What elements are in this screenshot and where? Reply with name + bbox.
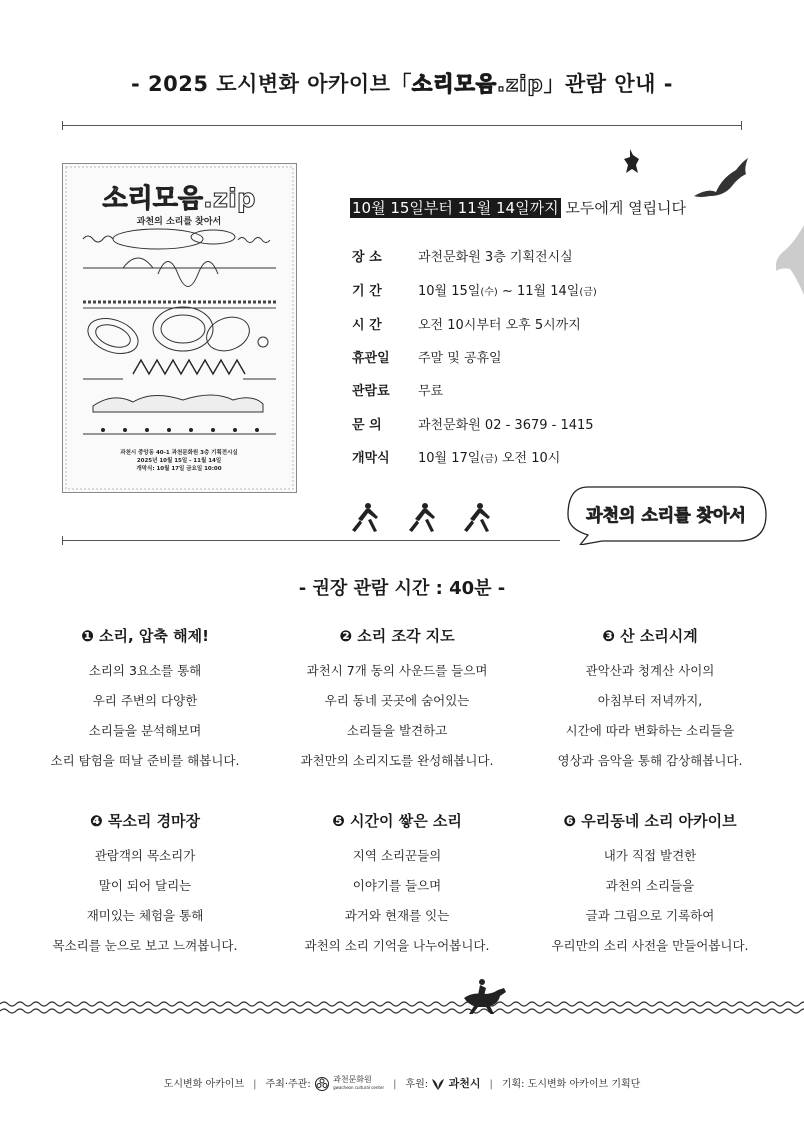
section-line: 소리들을 발견하고 [346, 723, 448, 738]
section-1 [15, 625, 275, 776]
section-2 [267, 625, 527, 776]
top-divider-tick-left [62, 121, 63, 130]
info-key: 휴관일 [352, 351, 390, 366]
section-line: 관악산과 청계산 사이의 [585, 663, 715, 678]
poster-venue: 과천시 중앙동 40-1 과천문화원 3층 기획전시실 [120, 450, 238, 456]
section-title: ❹ 목소리 경마장 [89, 812, 201, 830]
section-line: 아침부터 저녁까지, [597, 693, 703, 708]
section-line: 소리의 3요소를 통해 [88, 663, 202, 678]
poster-artwork [63, 164, 296, 492]
section-line: 말이 되어 달리는 [98, 878, 192, 893]
bird-small-icon [618, 147, 644, 177]
bird-faded-icon [776, 225, 804, 295]
info-key: 장 소 [352, 250, 382, 265]
exhibition-poster [62, 163, 297, 493]
culture-center-logo-icon [314, 1076, 330, 1092]
footer-plan: 기획: 도시변화 아카이브 기획단 [501, 1079, 641, 1090]
info-value: 오전 10시부터 오후 5시까지 [418, 318, 581, 333]
info-value: 과천문화원 02 - 3679 - 1415 [418, 418, 594, 433]
section-line: 지역 소리꾼들의 [352, 848, 442, 863]
section-line: 우리만의 소리 사전을 만들어봅니다. [551, 938, 749, 953]
opening-statement-rest: 모두에게 열립니다 [560, 199, 687, 217]
footer: 도시변화 아카이브 | 주최·주관: 과천문화원 gwacheon cultural center | 후원: 과천시 | 기획: 도시변화 아카이브 기획단 [163, 1075, 641, 1090]
middle-divider-tick [62, 536, 63, 545]
section-line: 우리 주변의 다양한 [92, 693, 198, 708]
speech-badge-text: 과천의 소리를 찾아서 [586, 506, 746, 526]
title-prefix: - 2025 도시변화 아카이브「 [131, 72, 412, 96]
info-key: 시 간 [352, 318, 382, 333]
footer-host-label: 주최·주관: [265, 1079, 311, 1090]
section-line: 소리들을 분석해보며 [88, 723, 202, 738]
section-title: ❷ 소리 조각 지도 [339, 627, 455, 645]
section-line: 소리 탐험을 떠날 준비를 해봅니다. [50, 753, 240, 768]
info-key: 문 의 [352, 418, 382, 433]
bird-large-icon [692, 156, 752, 204]
section-line: 이야기를 들으며 [352, 878, 442, 893]
top-divider-tick-right [741, 121, 742, 130]
footer-sponsor-label: 후원: [405, 1079, 429, 1090]
section-5 [267, 810, 527, 961]
poster-subtitle: 과천의 소리를 찾아서 [136, 217, 222, 227]
section-title: ❺ 시간이 쌓은 소리 [332, 812, 462, 830]
section-6 [520, 810, 780, 961]
info-value: 무료 [418, 384, 444, 399]
info-value: 10월 17일(금) 오전 10시 [418, 451, 561, 466]
page-title [0, 68, 804, 98]
top-divider [62, 125, 742, 126]
section-title: ❸ 산 소리시계 [602, 627, 698, 645]
title-zip: 소리모음.zip [411, 72, 544, 96]
speech-badge [558, 483, 770, 545]
footer-sponsor-name: 과천시 [448, 1077, 481, 1090]
section-4 [15, 810, 275, 961]
section-line: 과천만의 소리지도를 완성해봅니다. [300, 753, 494, 768]
section-line: 과천의 소리들을 [605, 878, 695, 893]
info-value: 주말 및 공휴일 [418, 351, 502, 366]
horse-rider-icon [460, 978, 508, 1014]
section-line: 재미있는 체험을 통해 [86, 908, 204, 923]
info-key: 개막식 [352, 451, 390, 466]
poster-dates: 2025년 10월 15일 - 11월 14일 [136, 458, 222, 464]
info-value: 10월 15일(수) ~ 11월 14일(금) [418, 284, 597, 299]
recommended-time: - 권장 관람 시간 : 40분 - [298, 578, 506, 599]
middle-divider [62, 540, 560, 541]
poster-title: 소리모음.zip [102, 184, 256, 214]
section-title: ❶ 소리, 압축 해제! [81, 627, 209, 645]
opening-statement [350, 197, 686, 218]
footer-host-name: 과천문화원 [333, 1075, 372, 1084]
section-line: 영상과 음악을 통해 감상해봅니다. [557, 753, 743, 768]
poster-opening: 개막식: 10월 17일 금요일 10:00 [136, 466, 222, 472]
section-line: 과천시 7개 동의 사운드를 들으며 [306, 663, 488, 678]
footer-archive: 도시변화 아카이브 [163, 1079, 245, 1090]
info-key: 기 간 [352, 284, 382, 299]
footer-host-sub: gwacheon cultural center [333, 1085, 385, 1090]
opening-dates-highlight: 10월 15일부터 11월 14일까지 [352, 199, 559, 217]
section-line: 과천의 소리 기억을 나누어봅니다. [304, 938, 490, 953]
section-3 [520, 625, 780, 776]
info-value: 과천문화원 3층 기획전시실 [418, 250, 573, 265]
gwacheon-logo-icon [431, 1077, 445, 1091]
section-line: 우리 동네 곳곳에 숨어있는 [324, 693, 470, 708]
section-line: 내가 직접 발견한 [603, 848, 697, 863]
section-title: ❻ 우리동네 소리 아카이브 [563, 812, 737, 830]
section-line: 시간에 따라 변화하는 소리들을 [565, 723, 735, 738]
section-line: 목소리를 눈으로 보고 느껴봅니다. [52, 938, 238, 953]
runners-illustration [340, 498, 510, 540]
info-key: 관람료 [352, 384, 390, 399]
section-line: 글과 그림으로 기록하여 [585, 908, 715, 923]
section-line: 관람객의 목소리가 [94, 848, 196, 863]
title-suffix: 」관람 안내 - [543, 72, 673, 96]
section-line: 과거와 현재를 잇는 [344, 908, 450, 923]
wave-divider [0, 992, 804, 1022]
